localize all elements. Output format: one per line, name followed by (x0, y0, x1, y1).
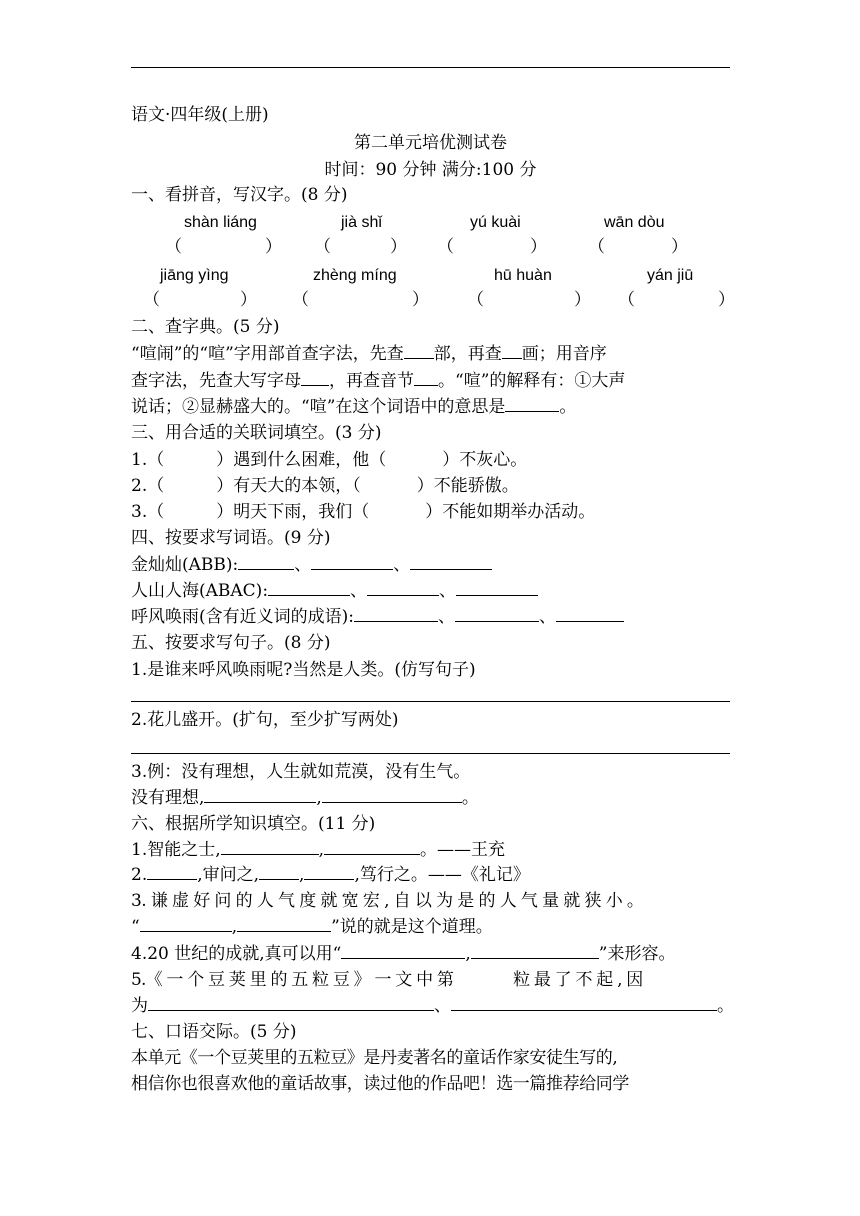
section-7-para-2: 相信你也很喜欢他的童话故事，读过他的作品吧！选一篇推荐给同学 (131, 1074, 629, 1094)
text: 部，再查 (433, 344, 502, 364)
text: ）不能骄傲。 (416, 476, 519, 496)
pinyin-3: yú kuài (470, 214, 521, 231)
text: 为 (131, 996, 148, 1016)
text: 人山人海(ABAC): (131, 581, 269, 601)
section-4-line-1 (131, 552, 730, 578)
blank[interactable] (455, 604, 539, 622)
text: , (231, 917, 238, 937)
section-6-q3: 3. 谦 虚 好 问 的 人 气 度 就 宽 宏 , 自 以 为 是 的 人 气 量 就 狭 小 。 (131, 891, 644, 911)
section-7-para-1: 本单元《一个豆荚里的五粒豆》是丹麦著名的童话作家安徒生写的, (131, 1048, 618, 1068)
text: ）有天大的本领，（ (216, 476, 361, 496)
text: ”说的就是这个道理。 (331, 917, 493, 937)
section-6-q1 (131, 837, 730, 863)
blank[interactable] (505, 394, 559, 412)
answer-paren-open: （ (437, 237, 454, 257)
section-2-line-3 (131, 394, 730, 420)
section-6-heading: 六、根据所学知识填空。(11 分) (131, 814, 376, 834)
blank[interactable] (140, 914, 232, 932)
blank[interactable] (259, 862, 299, 880)
section-6-q5-answer (131, 993, 734, 1019)
text: 5.《 一 个 豆 荚 里 的 五 粒 豆 》 一 文 中 第 (131, 970, 454, 990)
text: 、 (438, 607, 455, 627)
answer-paren-open: （ (618, 290, 635, 310)
text: 粒 最 了 不 起 , 因 (513, 970, 643, 990)
text: ，再查音节 (329, 371, 414, 391)
answer-paren-close: ） (718, 290, 735, 310)
text: “ (131, 917, 140, 937)
blank[interactable] (322, 785, 462, 803)
text: 4.20 世纪的成就,真可以用“ (131, 944, 342, 964)
answer-paren-close: ） (240, 290, 257, 310)
pinyin-8: yán jiū (647, 267, 694, 284)
section-2-line-1 (131, 341, 730, 367)
text: 金灿灿(ABB): (131, 555, 239, 575)
text: 呼风唤雨(含有近义词的成语): (131, 607, 354, 627)
blank[interactable] (404, 341, 434, 359)
text: , (299, 865, 305, 885)
section-4-line-2 (131, 578, 730, 604)
answer-paren-open: （ (143, 290, 160, 310)
top-rule (131, 67, 730, 68)
text: “喧闹”的“喧”字用部首查字法，先查 (131, 344, 404, 364)
text: ）明天下雨，我们（ (216, 502, 370, 522)
text: , (465, 944, 471, 964)
answer-paren-open: （ (467, 290, 484, 310)
exam-meta: 时间：90 分钟 满分:100 分 (324, 160, 537, 180)
section-3-heading: 三、用合适的关联词填空。(3 分) (131, 423, 382, 443)
subject-label: 语文·四年级(上册) (131, 105, 269, 125)
pinyin-1: shàn liáng (184, 214, 257, 231)
blank[interactable] (502, 341, 522, 359)
pinyin-4: wān dòu (604, 214, 665, 231)
answer-paren-open: （ (314, 237, 331, 257)
section-6-q3-answer (131, 914, 730, 940)
blank[interactable] (410, 552, 492, 570)
text: 、 (439, 581, 457, 601)
answer-paren-open: （ (292, 290, 309, 310)
answer-paren-close: ） (530, 237, 547, 257)
text: 2. (131, 865, 148, 885)
answer-line[interactable] (131, 753, 730, 754)
answer-paren-close: ） (671, 237, 688, 257)
text: 。“喧”的解释有：①大声 (438, 371, 626, 391)
answer-paren-open: （ (165, 237, 182, 257)
text: ）遇到什么困难，他（ (216, 450, 387, 470)
section-2-heading: 二、查字典。(5 分) (131, 317, 280, 337)
text: 。 (717, 996, 734, 1016)
text: 查字法，先查大写字母 (131, 371, 301, 391)
text: ”来形容。 (598, 944, 676, 964)
text: ）不能如期举办活动。 (425, 502, 596, 522)
answer-paren-close: ） (265, 237, 282, 257)
blank[interactable] (268, 578, 350, 596)
blank[interactable] (301, 368, 329, 386)
text: 画；用音序 (521, 344, 607, 364)
blank[interactable] (221, 837, 319, 855)
blank[interactable] (324, 837, 420, 855)
blank[interactable] (238, 552, 294, 570)
blank[interactable] (367, 578, 439, 596)
section-3-item-3 (131, 499, 730, 525)
section-7-heading: 七、口语交际。(5 分) (131, 1022, 297, 1042)
answer-line[interactable] (131, 701, 730, 702)
answer-paren-close: ） (412, 290, 429, 310)
answer-paren-open: （ (588, 237, 605, 257)
text: 。 (461, 788, 479, 808)
text: 、 (350, 581, 368, 601)
blank[interactable] (147, 862, 197, 880)
text: 3.（ (131, 502, 165, 522)
section-5-q1: 1.是谁来呼风唤雨呢?当然是人类。(仿写句子) (131, 660, 476, 680)
blank[interactable] (556, 604, 624, 622)
text: ,审问之, (197, 865, 260, 885)
blank[interactable] (451, 993, 717, 1011)
text: 、 (539, 607, 556, 627)
section-5-q3: 3.例：没有理想，人生就如荒漠，没有生气。 (131, 762, 471, 782)
blank[interactable] (148, 993, 434, 1011)
exam-title: 第二单元培优测试卷 (354, 133, 507, 153)
text: 、 (434, 996, 451, 1016)
blank[interactable] (237, 914, 331, 932)
blank[interactable] (311, 552, 393, 570)
section-6-q5 (131, 967, 730, 993)
text: 。——王充 (420, 840, 506, 860)
pinyin-2: jià shǐ (341, 214, 382, 231)
blank[interactable] (456, 578, 538, 596)
section-5-q2: 2.花儿盛开。(扩句，至少扩写两处) (131, 710, 399, 730)
answer-paren-close: ） (574, 290, 591, 310)
section-3-item-1 (131, 447, 730, 473)
text: 说话；②显赫盛大的。“喧”在这个词语中的意思是 (131, 397, 506, 417)
blank[interactable] (304, 862, 354, 880)
text: 1.（ (131, 450, 165, 470)
text: 、 (294, 555, 312, 575)
pinyin-5: jiāng yìng (160, 267, 229, 284)
section-1-heading: 一、看拼音，写汉字。(8 分) (131, 185, 348, 205)
text: 1.智能之士, (131, 840, 221, 860)
text: 2.（ (131, 476, 165, 496)
section-2-line-2 (131, 368, 730, 394)
text: 没有理想, (131, 788, 205, 808)
text: 、 (393, 555, 411, 575)
blank[interactable] (471, 941, 599, 959)
section-6-q2 (131, 862, 730, 888)
text: , (316, 788, 322, 808)
section-5-q3-answer (131, 785, 730, 811)
answer-paren-close: ） (390, 237, 407, 257)
blank[interactable] (204, 785, 316, 803)
blank[interactable] (354, 604, 438, 622)
pinyin-7: hū huàn (494, 267, 552, 284)
text: 。 (559, 397, 577, 417)
section-4-heading: 四、按要求写词语。(9 分) (131, 528, 331, 548)
text: ）不灰心。 (442, 450, 528, 470)
section-4-line-3 (131, 604, 730, 630)
text: ,笃行之。——《礼记》 (354, 865, 530, 885)
section-6-q4 (131, 941, 730, 967)
section-5-heading: 五、按要求写句子。(8 分) (131, 633, 331, 653)
blank[interactable] (341, 941, 465, 959)
section-3-item-2 (131, 473, 730, 499)
pinyin-6: zhèng míng (313, 267, 397, 284)
text: , (318, 840, 325, 860)
blank[interactable] (414, 368, 438, 386)
